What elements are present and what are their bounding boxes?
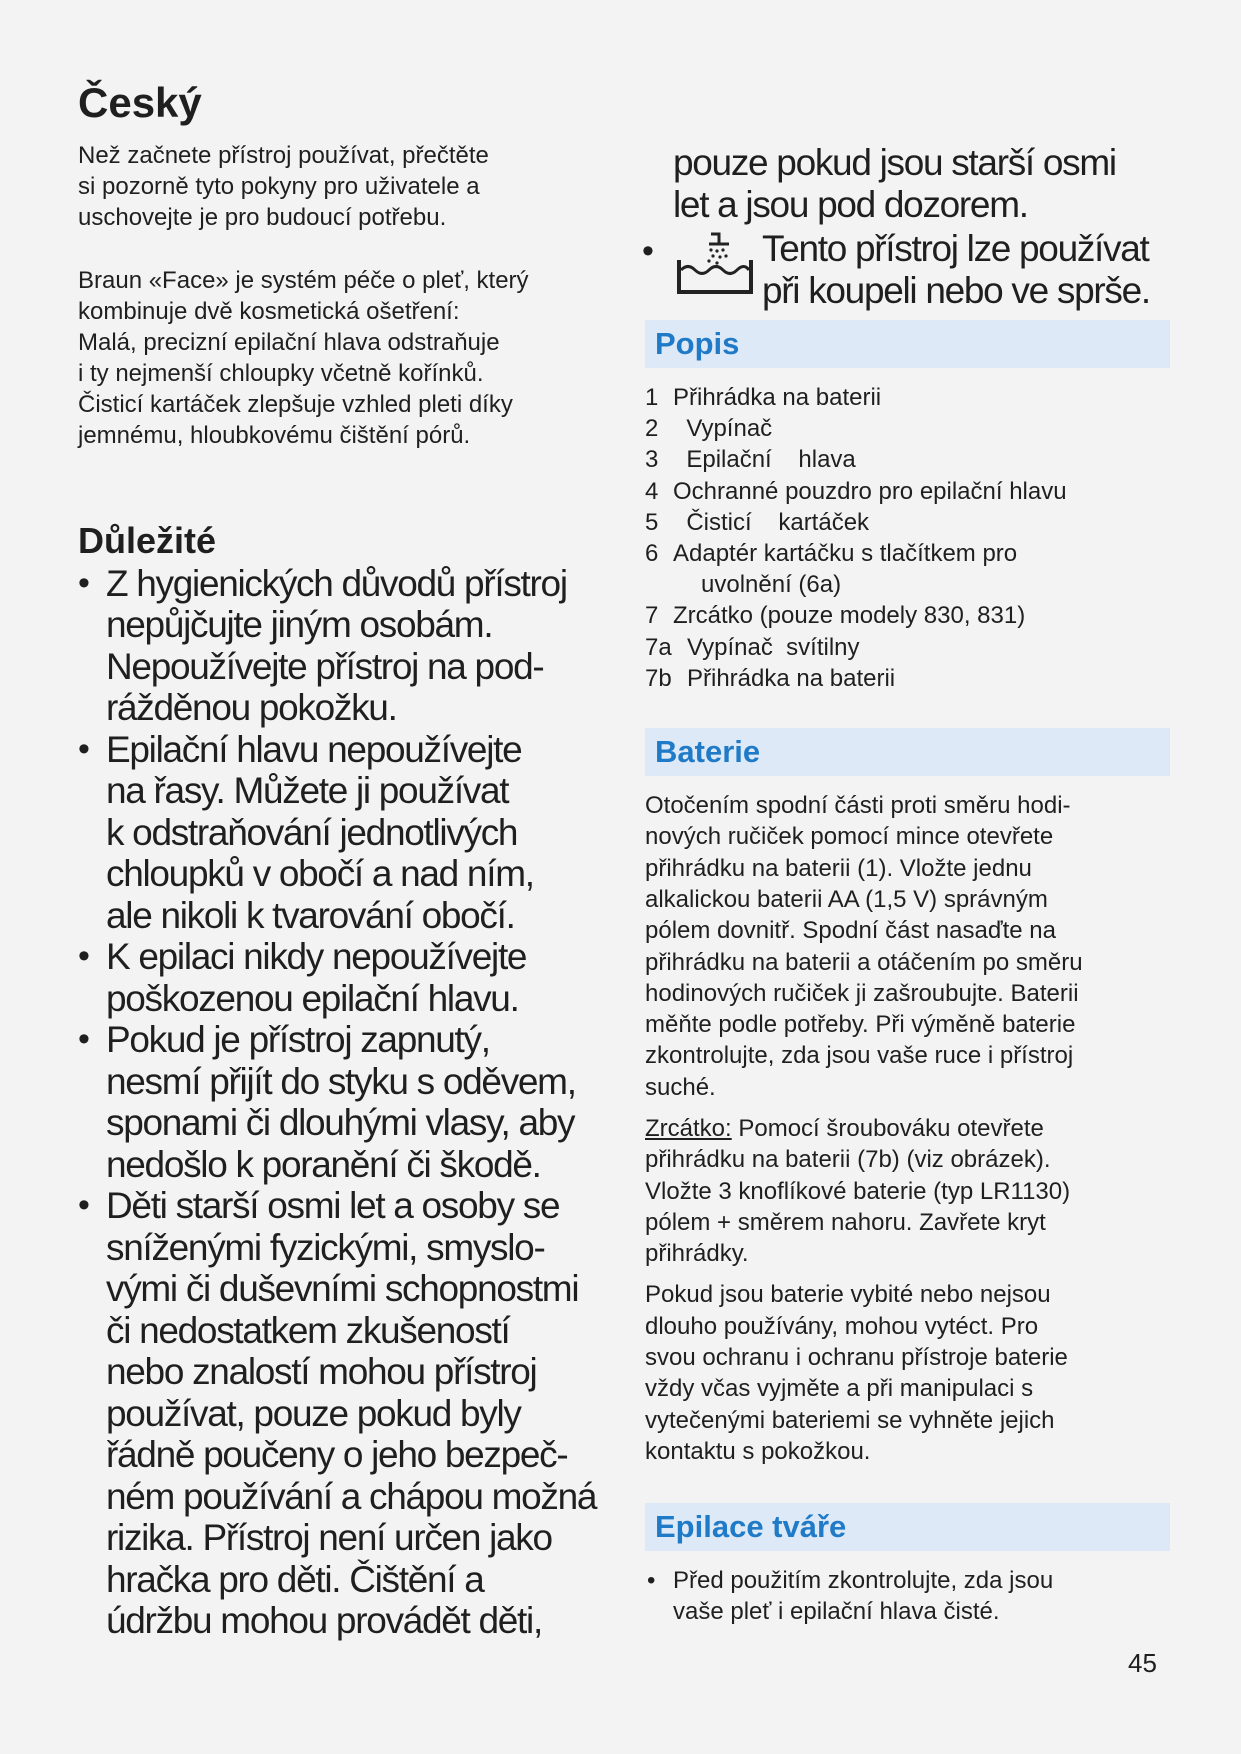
bullet: • [78, 937, 89, 976]
mirror-battery-paragraph: Zrcátko: Pomocí šroubováku otevřete přihrádku na baterii (7b) (viz obrázek). Vložte 3 knoflíkové baterie (typ LR1130) pólem + směrem nahoru. Zavřete kryt přihrádky. [645, 1115, 1071, 1268]
list-item: 7 Zrcátko (pouze modely 830, 831) [645, 602, 1026, 630]
list-item: • Epilační hlavu nepoužívejte na řasy. Můžete ji používat k odstraňování jednotlivých chloupků v obočí a nad ním, ale nikoli k tvarování obočí. [78, 728, 534, 936]
battery-paragraph: Otočením spodní části proti směru hodi- nových ručiček pomocí mince otevřete přihrádku na baterii (1). Vložte jednu alkalickou baterii AA (1,5 V) správným pólem dovnitř. Spodní část nasaďte na přihrádku na baterii a otáčením po směru hodinových ručiček ji zašroubujte. Baterii měňte podle potřeby. Při výměně baterie zkontrolujte, zda jsou vaše ruce i přístroj suché. [645, 792, 1083, 1101]
bullet: • [642, 232, 654, 270]
para-line: kombinuje dvě kosmetická ošetření: [78, 298, 460, 326]
shower-text: Tento přístroj lze používat při koupeli nebo ve sprše. [762, 228, 1150, 311]
bullet: • [78, 563, 89, 602]
epilace-bullet: • Před použitím zkontrolujte, zda jsou vaše pleť i epilační hlava čisté. [647, 1567, 1054, 1626]
intro-line: Než začnete přístroj používat, přečtěte [78, 142, 489, 170]
para-line: i ty nejmenší chloupky včetně kořínků. [78, 360, 484, 388]
right-column [642, 142, 1170, 1627]
list-item: • Z hygienických důvodů přístroj nepůjčujte jiným osobám. Nepoužívejte přístroj na pod- rážděnou pokožku. [78, 562, 567, 729]
section-heading-popis: Popis [645, 320, 1170, 368]
continued-text: pouze pokud jsou starší osmi let a jsou pod dozorem. [673, 142, 1116, 225]
list-item: 2 Vypínač [645, 415, 773, 443]
mirror-label: Zrcátko: [645, 1115, 732, 1142]
list-item: 1 Přihrádka na baterii [645, 384, 882, 411]
para-line: Čisticí kartáček zlepšuje vzhled pleti díky [78, 391, 513, 419]
parts-list [645, 382, 1170, 694]
list-item: • K epilaci nikdy nepoužívejte poškozenou epilační hlavu. [78, 936, 527, 1019]
left-column [78, 80, 618, 1642]
list-item: 7a Vypínač svítilny [645, 633, 860, 661]
list-item: 3 Epilační hlava [645, 446, 856, 474]
intro-line: uschovejte je pro budoucí potřebu. [78, 204, 447, 232]
description-paragraph [78, 265, 618, 451]
important-list [78, 563, 618, 1642]
bullet: • [78, 1186, 89, 1225]
bullet: • [647, 1567, 656, 1595]
intro-paragraph [78, 140, 618, 233]
list-item: 4 Ochranné pouzdro pro epilační hlavu [645, 477, 1067, 505]
intro-line: si pozorně tyto pokyny pro uživatele a [78, 173, 480, 201]
list-item: 5 Čisticí kartáček [645, 508, 870, 536]
bullet: • [78, 1020, 89, 1059]
shower-notice [642, 228, 1170, 316]
important-heading: Důležité [78, 520, 217, 562]
bath-shower-icon [673, 230, 755, 296]
list-item: 7b Přihrádka na baterii [645, 664, 896, 692]
page-number: 45 [1128, 1648, 1157, 1678]
para-line: Malá, precizní epilační hlava odstraňuje [78, 329, 500, 357]
language-title: Český [78, 79, 202, 126]
para-line: Braun «Face» je systém péče o pleť, který [78, 267, 529, 295]
list-item: • Pokud je přístroj zapnutý, nesmí přijít do styku s oděvem, sponami či dlouhými vlasy, aby nedošlo k poranění či škodě. [78, 1019, 576, 1185]
section-heading-epilace: Epilace tváře [645, 1503, 1170, 1551]
section-heading-baterie: Baterie [645, 728, 1170, 776]
para-line: jemnému, hloubkovému čištění pórů. [78, 422, 471, 450]
bullet: • [78, 729, 89, 768]
list-item: uvolnění (6a) [701, 571, 842, 599]
list-item: • Děti starší osmi let a osoby se sníženými fyzickými, smyslo- vými či duševními schopnostmi či nedostatkem zkušeností nebo znalostí mohou přístroj používat, pouze pokud byly řádně poučeny o jeho bezpeč- ném používání a chápou možná rizika. Přístroj není určen jako hračka pro děti. Čištění a údržbu mohou provádět děti, [78, 1185, 597, 1642]
battery-warning-paragraph: Pokud jsou baterie vybité nebo nejsou dlouho používány, mohou vytéct. Pro svou ochranu i ochranu přístroje baterie vždy včas vyjměte a při manipulaci s vytečenými bateriemi se vyhněte jejich kontaktu s pokožkou. [645, 1281, 1068, 1465]
list-item: 6 Adaptér kartáčku s tlačítkem pro [645, 540, 1018, 568]
